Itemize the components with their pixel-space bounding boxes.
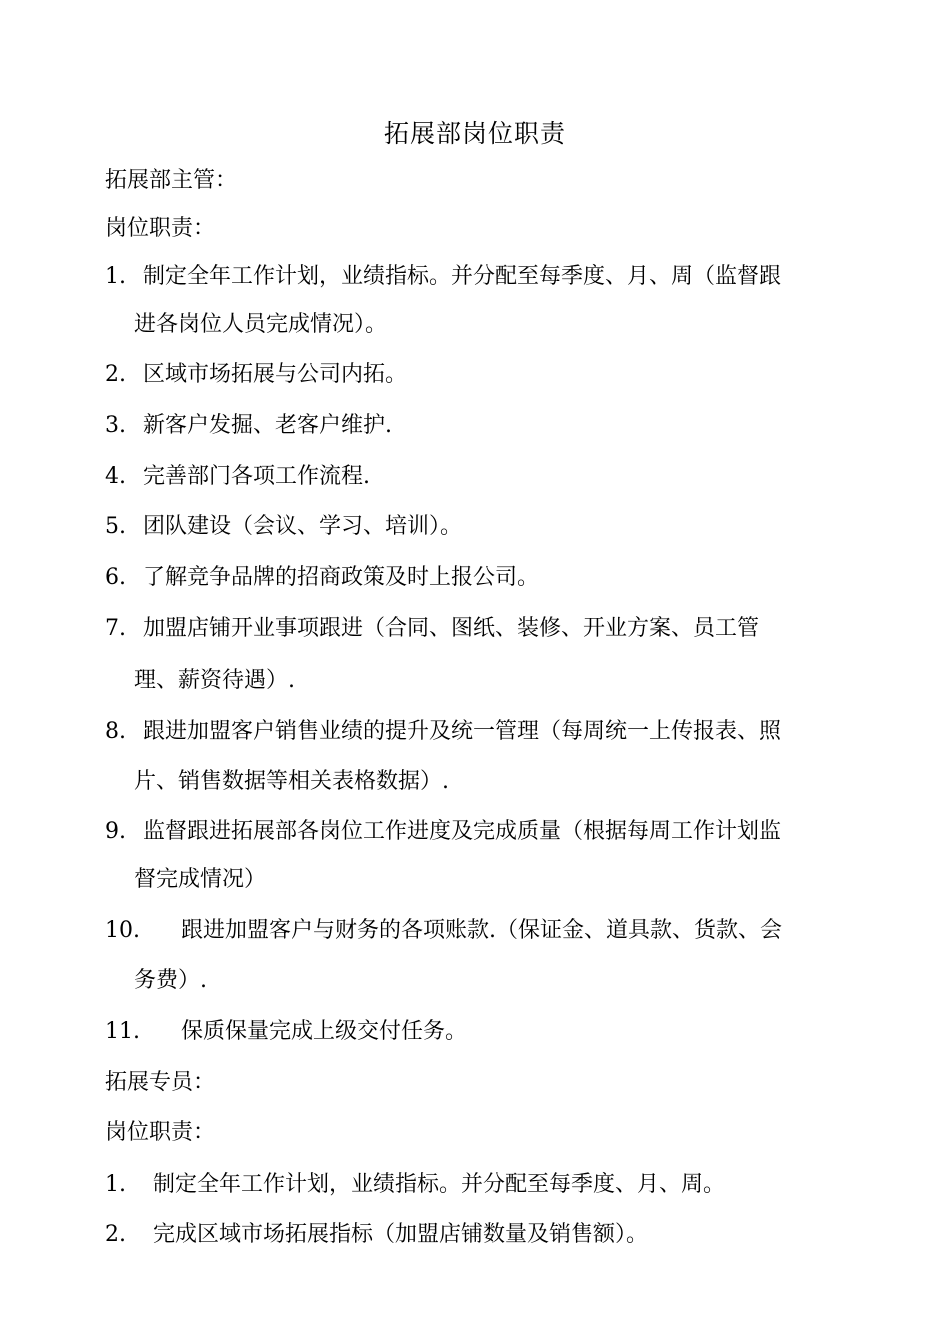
list-item-number: 1. xyxy=(105,1172,126,1197)
list-item xyxy=(105,614,759,644)
list-item-number: 4. xyxy=(105,464,126,489)
list-item-text: 加盟店铺开业事项跟进（合同、图纸、装修、开业方案、员工管 xyxy=(143,616,760,641)
list-item-continuation: 理、薪资待遇）. xyxy=(134,668,295,693)
list-item-text: 制定全年工作计划，业绩指标。并分配至每季度、月、周。 xyxy=(153,1172,726,1197)
list-item-number: 10. xyxy=(105,918,140,943)
list-item-number: 1. xyxy=(105,264,126,289)
list-item-number: 5. xyxy=(105,514,126,539)
list-item xyxy=(105,817,781,847)
list-item xyxy=(105,360,407,390)
list-item xyxy=(105,462,370,492)
list-item xyxy=(105,411,392,441)
list-item-text: 完成区域市场拓展指标（加盟店铺数量及销售额）。 xyxy=(153,1222,649,1247)
section2-heading: 拓展专员： xyxy=(105,1070,216,1095)
list-item-text: 制定全年工作计划，业绩指标。并分配至每季度、月、周（监督跟 xyxy=(143,264,782,289)
list-item-number: 2. xyxy=(105,362,126,387)
list-item-number: 9. xyxy=(105,819,126,844)
section1-heading: 拓展部主管： xyxy=(105,168,238,193)
list-item-number: 11. xyxy=(105,1019,140,1044)
list-item-continuation: 片、销售数据等相关表格数据）. xyxy=(134,769,449,794)
list-item-text: 跟进加盟客户销售业绩的提升及统一管理（每周统一上传报表、照 xyxy=(143,719,782,744)
list-item-text: 跟进加盟客户与财务的各项账款.（保证金、道具款、货款、会 xyxy=(181,918,782,943)
list-item-text: 保质保量完成上级交付任务。 xyxy=(181,1019,468,1044)
list-item-number: 8. xyxy=(105,719,126,744)
section2-subheading: 岗位职责： xyxy=(105,1120,216,1145)
list-item xyxy=(105,563,539,593)
list-item-continuation: 务费）. xyxy=(134,968,207,993)
list-item-text: 团队建设（会议、学习、培训）。 xyxy=(143,514,463,539)
list-item xyxy=(105,1220,648,1250)
document-title: 拓展部岗位职责 xyxy=(383,119,566,148)
list-item-number: 2. xyxy=(105,1222,126,1247)
list-item-text: 区域市场拓展与公司内拓。 xyxy=(143,362,408,387)
list-item-continuation: 督完成情况） xyxy=(134,867,267,892)
list-item-text: 了解竞争品牌的招商政策及时上报公司。 xyxy=(143,565,540,590)
list-item-text: 新客户发掘、老客户维护. xyxy=(143,413,392,438)
list-item xyxy=(105,512,462,542)
list-item xyxy=(105,1017,467,1047)
section1-subheading: 岗位职责： xyxy=(105,216,216,241)
list-item xyxy=(105,916,782,946)
list-item-text: 监督跟进拓展部各岗位工作进度及完成质量（根据每周工作计划监 xyxy=(143,819,782,844)
list-item xyxy=(105,262,781,292)
list-item-number: 3. xyxy=(105,413,126,438)
list-item-number: 7. xyxy=(105,616,126,641)
list-item-number: 6. xyxy=(105,565,126,590)
list-item-continuation: 进各岗位人员完成情况）。 xyxy=(134,312,388,337)
list-item xyxy=(105,717,781,747)
list-item xyxy=(105,1170,725,1200)
list-item-text: 完善部门各项工作流程. xyxy=(143,464,370,489)
